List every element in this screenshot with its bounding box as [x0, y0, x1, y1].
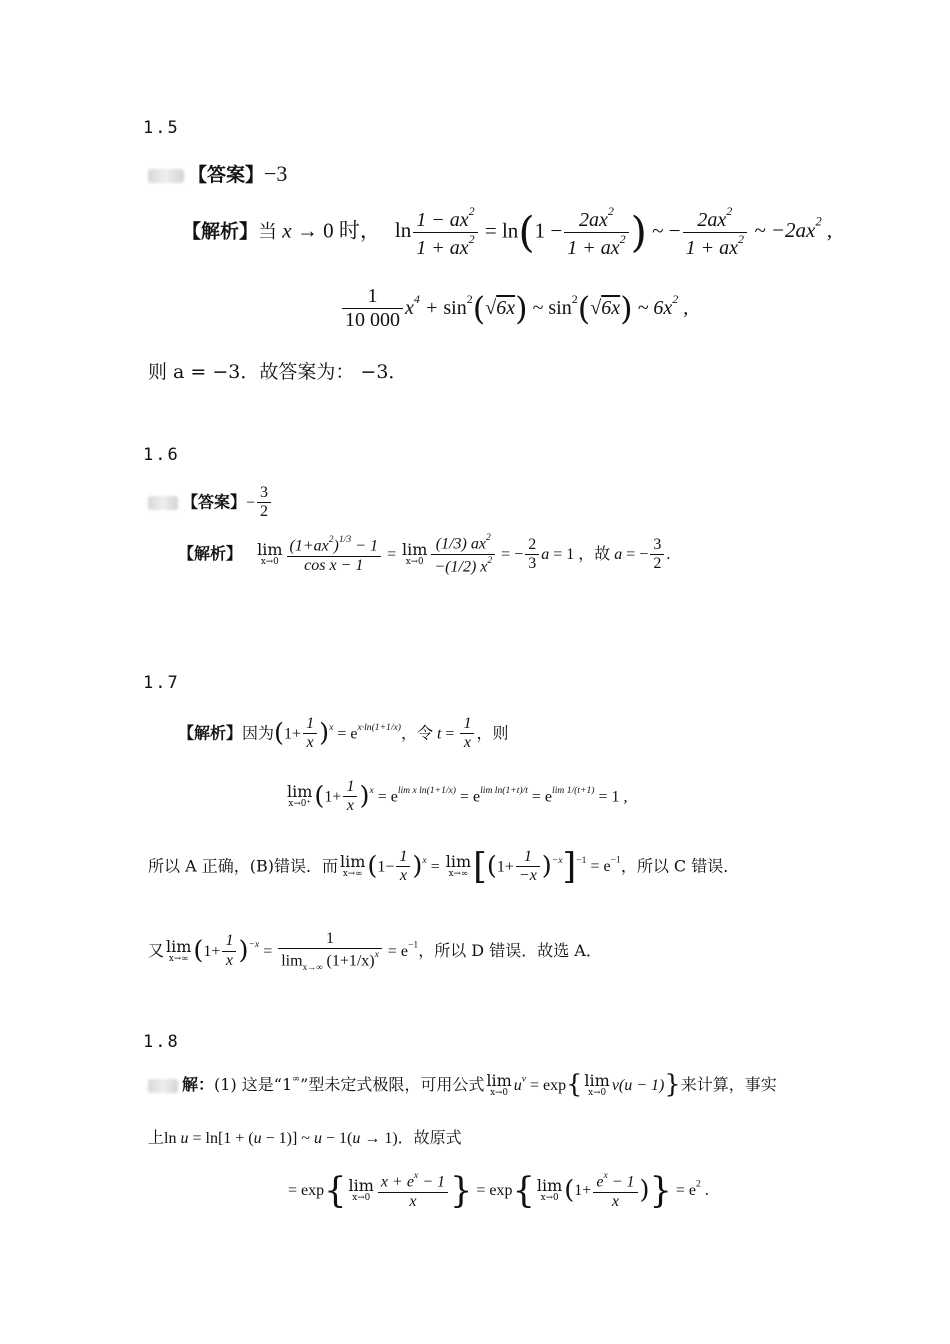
- solution-line-3: = exp{ lim x→0 $\frac{x + e^x - 1}{x}$ } = exp{ lim x→0 (1+ $\frac{e^x - 1}{x}$ )} = $e^2$ .: [288, 1170, 709, 1212]
- blurred-marker-icon: [148, 496, 178, 510]
- analysis-line-4: 又 lim x→∞ (1+ $\frac{1}{x}$ )$^{-x}$ = $\frac{1}{\lim_{x\to\infty} (1+1/x)^x}$ = $e^{-1}$，所以 D 错误．故选 A．: [148, 930, 602, 973]
- solution-line-1: 解：(1) 这是“1∞”型未定式极限，可用公式 lim x→0 $u^v = \exp${ lim x→0 v(u − 1)}来计算，事实: [148, 1072, 777, 1098]
- solution-line-2: 上ln u = ln[1 + (u − 1)] ~ u − 1(u → 1)．故原式: [148, 1128, 462, 1147]
- analysis-line-1: 【解析】当 x → 0 时， ln $\frac{1 - ax^2}{1 + ax^2}$ = ln(1 − $\frac{2ax^2}{1 + ax^2}$ ) ~ − $\frac{2ax^2}{1 + ax^2}$ ~ $-2ax^2$ ,: [182, 204, 833, 259]
- blurred-marker-icon: [148, 169, 184, 183]
- answer-line: 【答案】− $\frac{3}{2}$: [148, 484, 273, 522]
- section-number: 1.7: [143, 673, 180, 693]
- section-number: 1.6: [143, 445, 180, 465]
- section-number: 1.8: [143, 1032, 180, 1052]
- conclusion-1-5: 则 a = −3．故答案为： −3．: [148, 361, 408, 383]
- analysis-line-1: 【解析】因为(1+ $\frac{1}{x}$ )$^x = e^{x\cdot ln(1+1/x)}$，令 t = $\frac{1}{x}$ ，则: [178, 715, 509, 752]
- analysis-line: 【解析】 lim x→0 $\frac{(1+ax^2)^{1/3} - 1}{\text{cos x − 1}}$ = lim x→0 $\frac{(1/3) ax^2}{-(1/2) x^2}$ = − $\frac{2}{3}$ a = 1 ，故 a = − $\frac{3}{2}$ .: [178, 532, 671, 576]
- blurred-marker-icon: [148, 1079, 178, 1093]
- section-number: 1.5: [143, 118, 180, 138]
- analysis-line-2: $\frac{1}{10 000}$ $x^4 + \sin^2(√6x)$ ~ $\sin^2(√6x)$ ~ $6x^2$ ,: [340, 285, 688, 332]
- analysis-line-3: 所以 A 正确，(B)错误．而 lim x→∞ (1− $\frac{1}{x}$ )$^x$ = lim x→∞ [(1+ $\frac{1}{-x}$ )$^{-x}]^{-1} = e^{-1}$，所以 C 错误．: [148, 846, 740, 888]
- answer-line: 【答案】−3: [148, 160, 287, 187]
- analysis-line-2: lim x→0⁺ (1+ $\frac{1}{x}$ )$^x = e^{lim x ln(1+1/x)} = e^{lim ln(1+t)/t} = e^{lim 1/(t+1)} = 1$ ,: [287, 778, 628, 815]
